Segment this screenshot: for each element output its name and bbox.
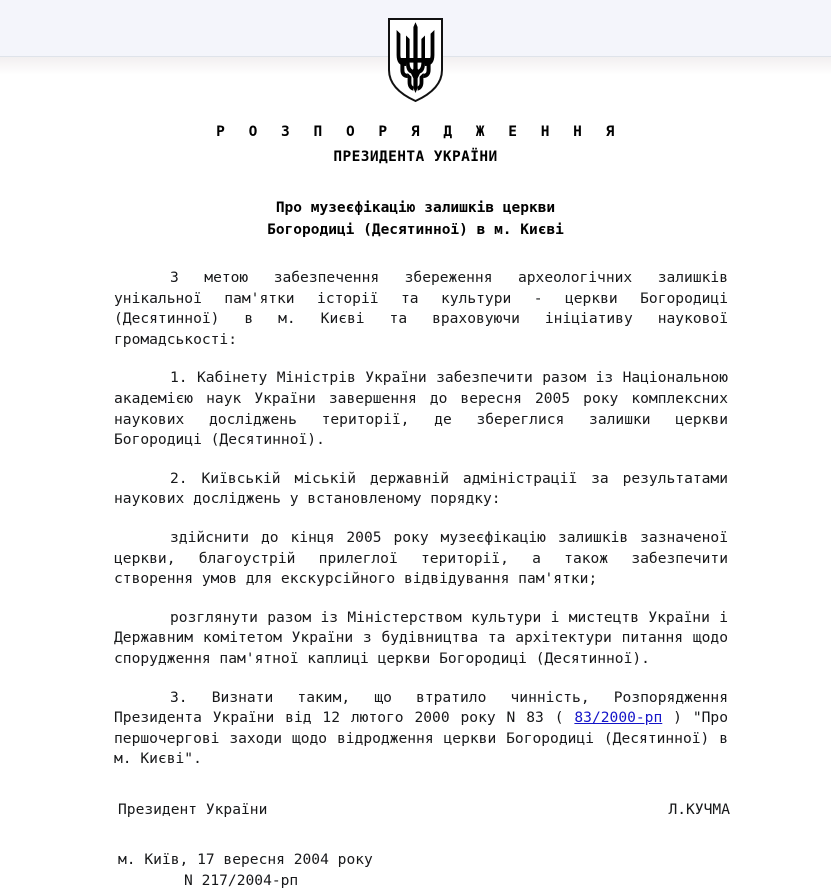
paragraph-item-2: 2. Київській міській державній адміністрації за результатами наукових досліджень у встановленому порядку: [114,469,728,508]
document-subject-line-1: Про музеєфікацію залишків церкви [275,200,556,216]
paragraph-item-2-sub-a: здійснити до кінця 2005 року музеєфікацію залишків зазначеної церкви, благоустрій прилеглої території, а також забезпечити створення умов для екскурсійного відвідування пам'ятки; [114,528,728,588]
place-and-date-line: м. Київ, 17 вересня 2004 року [118,851,373,869]
document-authority: ПРЕЗИДЕНТА УКРАЇНИ [333,149,498,165]
document-number-line: N 217/2004-рп [184,872,299,890]
document-body [0,268,831,770]
signatory-name: Л.КУЧМА [668,800,730,818]
document-subject [0,197,831,241]
related-decree-link[interactable]: 83/2000-рп [574,709,663,727]
paragraph-item-2-sub-b: розглянути разом із Міністерством культури і мистецтв України і Державним комітетом України з будівництва та архітектури питання щодо спорудження пам'ятної каплиці церкви Богородиці (Десятинної). [114,608,728,667]
paragraph-item-3-after-link: ) "Про першочергові заходи щодо відродження церкви Богородиці (Десятинної) в м. Києві". [114,709,728,768]
signature-block [0,800,831,821]
document-kind-title: Р О З П О Р Я Д Ж Е Н Н Я [216,124,622,140]
document-header [0,122,831,167]
signatory-title: Президент України [118,800,268,818]
trident-icon [387,18,444,102]
paragraph-item-3 [114,688,728,770]
place-and-number-block [0,849,831,891]
paragraph-item-3-before-link: 3. Визнати таким, що втратило чинність, Розпорядження Президента України від 12 лютого 2000 року N 83 ( [114,688,728,727]
coat-of-arms-emblem [0,18,831,106]
paragraph-item-1: 1. Кабінету Міністрів України забезпечити разом із Національною академією наук України завершення до вересня 2005 року комплексних наукових досліджень території, де збереглися залишки церкви Богородиці (Десятинної). [114,369,728,449]
document-subject-line-2: Богородиці (Десятинної) в м. Києві [267,222,564,238]
paragraph-preamble: З метою забезпечення збереження археологічних залишків унікальної пам'ятки історії та культури - церкви Богородиці (Десятинної) в м. Києві та враховуючи ініціативу наукової громадськості: [114,269,728,348]
